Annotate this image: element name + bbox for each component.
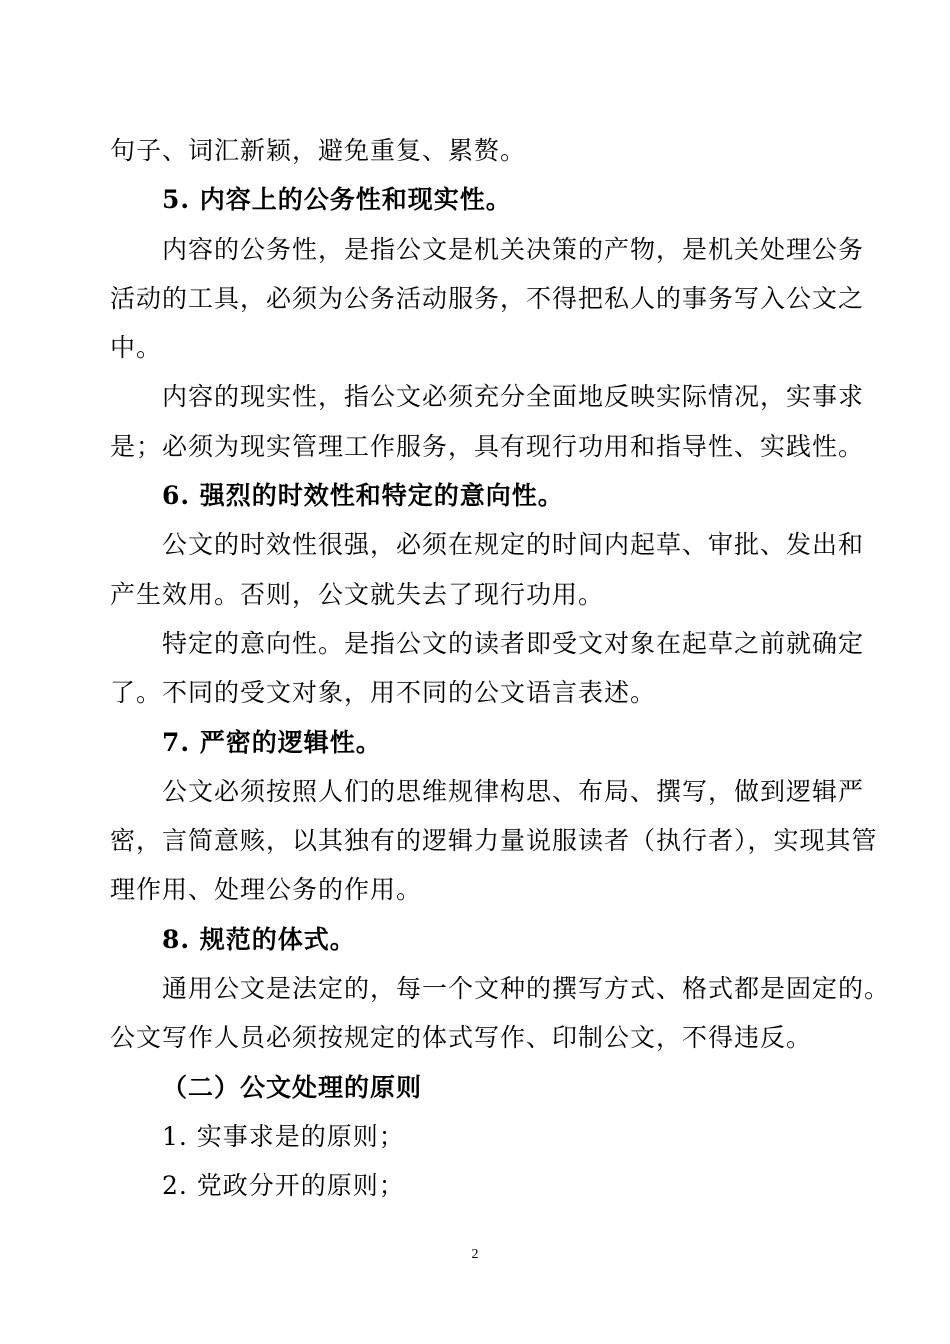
body-line: 公文写作人员必须按规定的体式写作、印制公文，不得违反。 xyxy=(110,1023,813,1053)
body-line: 理作用、处理公务的作用。 xyxy=(110,875,423,905)
subsection-heading: （二）公文处理的原则 xyxy=(162,1072,423,1102)
section-heading: 7. 严密的逻辑性。 xyxy=(162,727,382,757)
body-line: 活动的工具，必须为公务活动服务，不得把私人的事务写入公文之 xyxy=(110,283,865,313)
paragraph-first-line: 内容的公务性，是指公文是机关决策的产物，是机关处理公务 xyxy=(162,234,865,264)
paragraph-first-line: 公文必须按照人们的思维规律构思、布局、撰写，做到逻辑严 xyxy=(162,776,865,806)
section-heading: 5. 内容上的公务性和现实性。 xyxy=(162,185,512,215)
section-heading: 6. 强烈的时效性和特定的意向性。 xyxy=(162,481,564,511)
list-item: 2. 党政分开的原则； xyxy=(162,1171,405,1201)
section-heading: 8. 规范的体式。 xyxy=(162,924,356,954)
body-line: 句子、词汇新颖，避免重复、累赘。 xyxy=(110,136,527,165)
body-line: 了。不同的受文对象，用不同的公文语言表述。 xyxy=(110,678,657,708)
paragraph-first-line: 特定的意向性。是指公文的读者即受文对象在起草之前就确定 xyxy=(162,628,865,658)
body-line: 产生效用。否则，公文就失去了现行功用。 xyxy=(110,579,605,609)
body-line: 中。 xyxy=(110,333,163,363)
list-item: 1. 实事求是的原则； xyxy=(162,1121,405,1151)
page-number: 2 xyxy=(471,1247,479,1262)
paragraph-first-line: 公文的时效性很强，必须在规定的时间内起草、审批、发出和 xyxy=(162,530,865,560)
body-line: 密，言简意赅，以其独有的逻辑力量说服读者（执行者），实现其管 xyxy=(110,826,878,856)
document-body xyxy=(110,126,891,1211)
body-line: 是；必须为现实管理工作服务，具有现行功用和指导性、实践性。 xyxy=(110,431,865,461)
paragraph-first-line: 通用公文是法定的，每一个文种的撰写方式、格式都是固定的。 xyxy=(162,974,891,1004)
paragraph-first-line: 内容的现实性，指公文必须充分全面地反映实际情况，实事求 xyxy=(162,382,865,412)
